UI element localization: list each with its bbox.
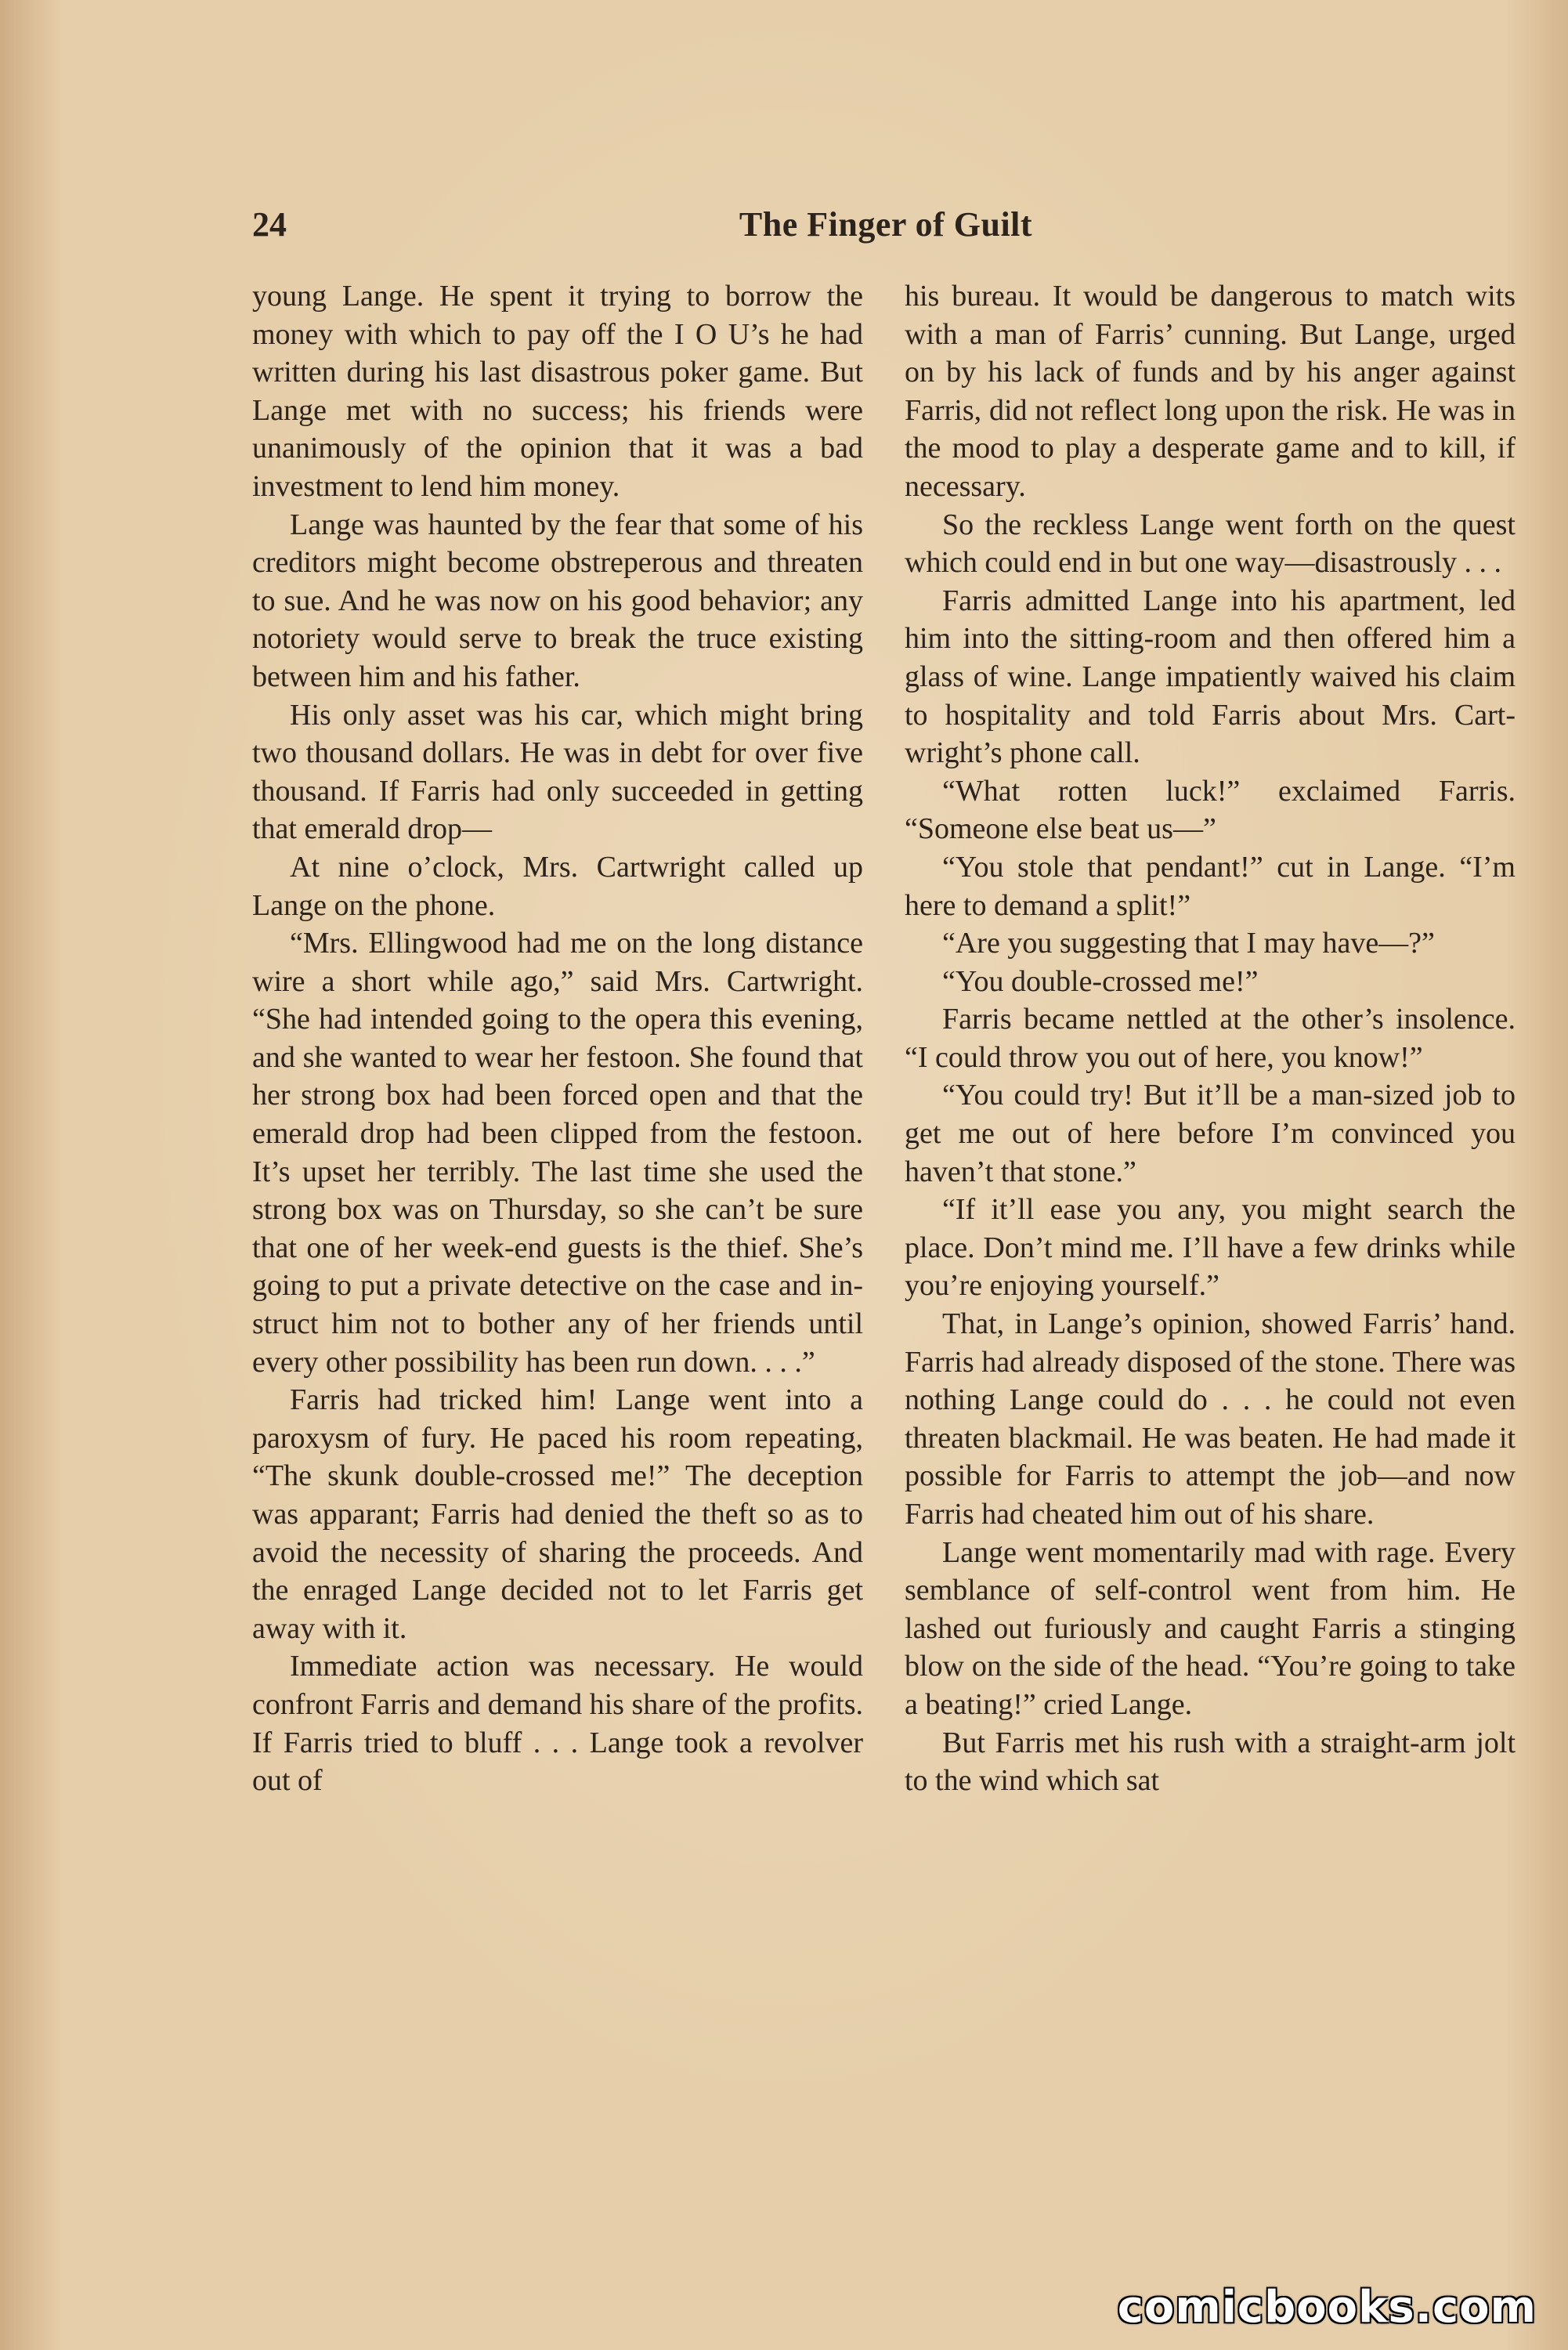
paragraph: So the reckless Lange went forth on the quest which could end in but one way—disastrously . . . bbox=[905, 508, 1516, 580]
right-column bbox=[905, 277, 1516, 1800]
paragraph: Farris became nettled at the other’s insolence. “I could throw you out of here, you know!” bbox=[905, 1003, 1516, 1074]
paragraph: “You double-crossed me!” bbox=[942, 964, 1259, 998]
paragraph: “Are you suggesting that I may have—?” bbox=[942, 927, 1435, 960]
paragraph: That, in Lange’s opinion, showed Farris’ hand. Farris had already disposed of the stone. There was nothing Lange could do . . . he could not even threaten blackmail. He was beaten. He had made it possible for Farris to attempt the job—and now Farris had cheated him out of his share. bbox=[905, 1307, 1516, 1531]
paragraph: “You stole that pendant!” cut in Lange. “I’m here to demand a split!” bbox=[905, 850, 1516, 922]
paragraph: Farris had tricked him! Lange went into a paroxysm of fury. He paced his room repeating, “The skunk double-crossed me!” The deception was apparant; Farris had denied the theft so as to avoid the necessity of sharing the proceeds. And the enraged Lange decided not to let Farris get away with it. bbox=[252, 1383, 863, 1645]
running-title: The Finger of Guilt bbox=[739, 205, 1033, 244]
paragraph: “What rotten luck!” exclaimed Farris. “Someone else beat us—” bbox=[905, 774, 1516, 846]
page-header bbox=[252, 197, 1519, 252]
paragraph: At nine o’clock, Mrs. Cartwright called up Lange on the phone. bbox=[252, 850, 863, 922]
paragraph: “You could try! But it’ll be a man-sized job to get me out of here before I’m convinced you haven’t that stone.” bbox=[905, 1079, 1516, 1188]
paragraph: His only asset was his car, which might bring two thousand dollars. He was in debt for over five thousand. If Farris had only succeeded in getting that emerald drop— bbox=[252, 698, 863, 846]
paragraph: Farris admitted Lange into his apartment, led him into the sitting-room and then offered him a glass of wine. Lange impatiently waived his claim to hospitality and told Farris about Mrs. Cartwright’s phone call. bbox=[905, 584, 1516, 770]
left-column bbox=[252, 277, 863, 1800]
page-number: 24 bbox=[252, 205, 287, 244]
watermark: comicbooks.com bbox=[1117, 2282, 1537, 2333]
paragraph: Lange went momentarily mad with rage. Every semblance of self-control went from him. He lashed out furiously and caught Farris a stinging blow on the side of the head. “You’re going to take a beating!” cried Lange. bbox=[905, 1535, 1516, 1721]
paragraph: Immediate action was necessary. He would confront Farris and demand his share of the profits. If Farris tried to bluff . . . Lange took a revolver out of bbox=[252, 1650, 863, 1798]
paragraph: “If it’ll ease you any, you might search the place. Don’t mind me. I’ll have a few drinks while you’re enjoying yourself.” bbox=[905, 1193, 1516, 1303]
paragraph: Lange was haunted by the fear that some of his creditors might become obstreperous and threaten to sue. And he was now on his good behavior; any notoriety would serve to break the truce existing between him and his father. bbox=[252, 508, 863, 693]
paragraph: his bureau. It would be dangerous to match wits with a man of Farris’ cunning. But Lange, urged on by his lack of funds and by his anger against Farris, did not reflect long upon the risk. He was in the mood to play a desperate game and to kill, if necessary. bbox=[905, 280, 1516, 503]
paragraph: But Farris met his rush with a straight-arm jolt to the wind which sat bbox=[905, 1726, 1516, 1798]
paragraph: “Mrs. Ellingwood had me on the long distance wire a short while ago,” said Mrs. Cartwright. “She had intended going to the opera this evening, and she wanted to wear her festoon. She found that her strong box had been forced open and that the emerald drop had been clipped from the festoon. It’s upset her terribly. The last time she used the strong box was on Thursday, so she can’t be sure that one of her week-end guests is the thief. She’s going to put a private detective on the case and instruct him not to bother any of her friends until every other possibility has been run down. . . .” bbox=[252, 927, 863, 1379]
paragraph: young Lange. He spent it trying to borrow the money with which to pay off the I O U’s he had written during his last disastrous poker game. But Lange met with no success; his friends were unanimously of the opinion that it was a bad investment to lend him money. bbox=[252, 280, 863, 503]
